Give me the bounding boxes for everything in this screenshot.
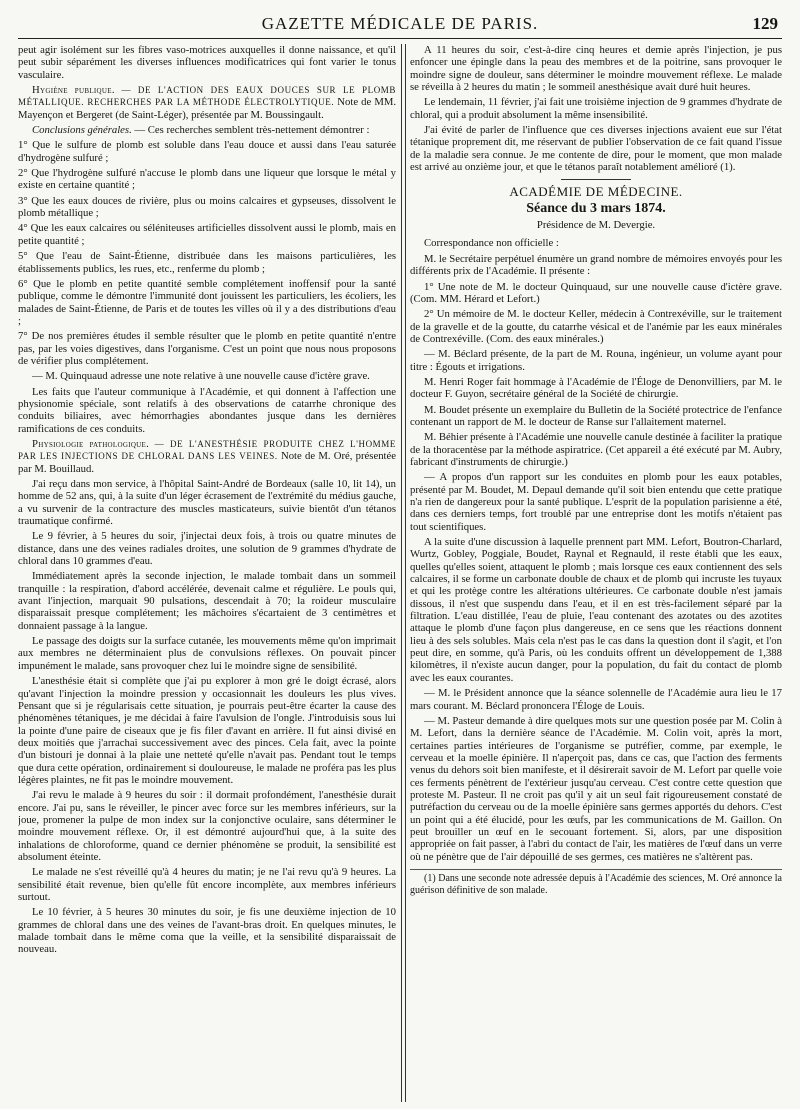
- paragraph: Le malade ne s'est réveillé qu'à 4 heures du matin; je ne l'ai revu qu'à 9 heures. La sensibilité était revenue, bien qu'elle fût encore incomplète, aux membres inférieurs surtout.: [18, 866, 396, 903]
- paragraph: — M. le Président annonce que la séance solennelle de l'Académie aura lieu le 17 mars courant. M. Béclard prononcera l'Éloge de Louis.: [410, 687, 782, 712]
- paragraph: Le 10 février, à 5 heures 30 minutes du soir, je fis une deuxième injection de 10 grammes de chloral dans une des veines de l'avant-bras droit. En quelques minutes, le malade tombait dans le même coma que la veille, et la sensibilité disparaissait de nouveau.: [18, 906, 396, 956]
- left-column: [18, 44, 396, 1102]
- paragraph: J'ai évité de parler de l'influence que ces diverses injections avaient eue sur l'état tétanique proprement dit, me réservant de publier l'observation de ce fait quand l'issue de la maladie sera connue. Je me contente de dire, pour le moment, que mon malade est arrivé au onzième jour, et que le tétanos paraît notablement amélioré (1).: [410, 124, 782, 174]
- paragraph: Le lendemain, 11 février, j'ai fait une troisième injection de 9 grammes d'hydrate de chloral, qui a produit absolument la même insensibilité.: [410, 96, 782, 121]
- conclusions-label: Conclusions générales.: [32, 124, 132, 137]
- paragraph: M. le Secrétaire perpétuel énumère un grand nombre de mémoires envoyés pour les différents prix de l'Académie. Il présente :: [410, 252, 782, 278]
- paragraph: — M. Quinquaud adresse une note relative à une nouvelle cause d'ictère grave.: [32, 370, 370, 383]
- conclusion-item: 4° Que les eaux calcaires ou séléniteuses artificielles dissolvent aussi le plomb, mais en petite quantité ;: [18, 222, 396, 247]
- article-attribution: Note de M. Oré, présentée par M. Bouillaud.: [18, 450, 396, 475]
- paragraph: J'ai reçu dans mon service, à l'hôpital Saint-André de Bordeaux (salle 10, lit 14), un homme de 52 ans, qui, à la suite d'un léger écrasement de l'extrémité du médius gauche, a vu survenir de la contracture des muscles masticateurs, suivie bientôt d'un tétanos traumatique confirmé.: [18, 478, 396, 528]
- column-divider-inner: [405, 44, 406, 1102]
- page-header: [18, 14, 782, 36]
- section-label: Physiologie pathologique.: [32, 437, 150, 450]
- conclusion-item: 6° Que le plomb en petite quantité semble complétement inoffensif pour la santé publique, comme le démontre l'immunité dont jouissent les particuliers, les écoliers, les malades de Saint-Étienne, de Paris et de toutes les villes où il y a des distributions d'eau ;: [18, 277, 396, 327]
- article-title: — DE L'ANESTHÉSIE PRODUITE CHEZ L'HOMME PAR LES INJECTIONS DE CHLORAL DANS LES VEINES.: [18, 438, 396, 462]
- paragraph: Le 9 février, à 5 heures du soir, j'injectai deux fois, à trois ou quatre minutes de distance, dans une des veines radiales droites, une solution de 9 grammes d'hydrate de chloral dans 10 grammes d'eau.: [18, 530, 396, 568]
- paragraph: J'ai revu le malade à 9 heures du soir : il dormait profondément, l'anesthésie durait encore. J'ai pu, sans le réveiller, le pincer avec force sur les membres inférieurs, sur la joue, promener la pulpe de mon index sur la conjonctive oculaire, sans déterminer le moindre mouvement réflexe. Or, il est démontré aujourd'hui que, à la suite des inhalations de chloroforme, quand ce dernier phénomène se produit, la sensibilité est absolument éteinte.: [18, 789, 396, 863]
- paragraph: — A propos d'un rapport sur les conduites en plomb pour les eaux potables, présenté par M. Boudet, M. Depaul demande qu'il soit bien entendu que cette pratique n'a rien de dangereux pour la santé publique. L'esprit de la population parisienne a été, dans ces derniers temps, fort troublé par une entreprise dont les motifs n'étaient pas tout scientifiques.: [410, 471, 782, 533]
- physiology-article-heading: [18, 438, 396, 475]
- conclusion-item: 1° Que le sulfure de plomb est soluble dans l'eau douce et aussi dans l'eau saturée d'hydrogène sulfuré ;: [18, 139, 396, 164]
- presidency-line: Présidence de M. Devergie.: [536, 219, 656, 232]
- paragraph: — M. Béclard présente, de la part de M. Rouna, ingénieur, un volume ayant pour titre : Égouts et irrigations.: [410, 348, 782, 373]
- paragraph: 2° Un mémoire de M. le docteur Keller, médecin à Contrexéville, sur le traitement de la gravelle et de la goutte, du catarrhe vésical et de l'anémie par les eaux minérales de Contrexéville. (Com. des eaux minérales.): [410, 308, 782, 345]
- column-divider: [401, 44, 402, 1102]
- paragraph: Correspondance non officielle :: [424, 237, 559, 250]
- paragraph: L'anesthésie était si complète que j'ai pu explorer à mon gré le doigt écrasé, alors qu'avant l'injection la moindre pression y occasionnait les douleurs les plus vives. Pensant que si je régularisais cette situation, je pourrais peut-être écarter la cause des phénomènes tétaniques, je me décidai à faire l'avulsion de l'ongle. J'introduisis sous lui la pointe d'une paire de ciseaux que je fis filer d'avant en arrière. Il fut ainsi divisé en deux moitiés que j'arrachai successivement avec des pinces. Cela fait, avec la pointe d'un bistouri je donnai à la plaie une netteté qu'elle n'avait pas. Pendant tout le temps que dura cette opération, ordinairement si douloureuse, le malade ne proféra pas les plus légères plaintes, ne fit pas le moindre mouvement.: [18, 675, 396, 786]
- conclusion-item: 7° De nos premières études il semble résulter que le plomb en petite quantité n'entre pas, par les voies digestives, dans l'organisme. C'est un point que nous nous proposons de vérifier plus complétement.: [18, 330, 396, 367]
- footnote: (1) Dans une seconde note adressée depuis à l'Académie des sciences, M. Oré annonce la guérison définitive de son malade.: [410, 869, 782, 898]
- paragraph: M. Henri Roger fait hommage à l'Académie de l'Éloge de Denonvilliers, par M. le docteur F. Guyon, secrétaire général de la Société de chirurgie.: [410, 375, 782, 401]
- paragraph: M. Béhier présente à l'Académie une nouvelle canule destinée à faciliter la pratique de la thoracentèse par la méthode aspiratrice. (Cet appareil a été exécuté par M. Aubry, fabricant d'instruments de chirurgie.): [410, 431, 782, 468]
- conclusions-text: — Ces recherches semblent très-nettement démontrer :: [134, 124, 370, 137]
- paragraph: peut agir isolément sur les fibres vaso-motrices auxquelles il donne naissance, et qu'il peut subir séparément les diverses influences modificatrices qui font varier le tonus vasculaire.: [18, 44, 396, 81]
- paragraph: Immédiatement après la seconde injection, le malade tombait dans un sommeil tranquille : la respiration, d'abord accélérée, devenait calme et régulière. Le pouls qui, avant l'injection, marquait 90 pulsations, descendait à 70; la roideur musculaire disparaissait presque complétement; les mâchoires s'écartaient de 3 centimètres et donnaient passage à la langue.: [18, 570, 396, 632]
- header-rule: [18, 38, 782, 39]
- conclusion-item: 3° Que les eaux douces de rivière, plus ou moins calcaires et gypseuses, dissolvent le plomb métallique ;: [18, 194, 396, 220]
- paragraph: — M. Pasteur demande à dire quelques mots sur une question posée par M. Colin à M. Lefort, dans la dernière séance de l'Académie. M. Colin voit, après la mort, certaines parties intérieures de l'organisme se putréfier, comme, par exemple, le cerveau et la moelle épinière. Il n'aperçoit pas, dans ce cas, que l'action des ferments venus du dehors soit bien manifeste, et il désirerait savoir de M. Lefort par quelle voie ces ferments pénètrent de l'extérieur jusqu'au cerveau. C'est contre cette question que proteste M. Pasteur. Il ne croit pas qu'il y ait un seul fait rigoureusement constaté de putréfaction du cerveau ou de la moelle épinière sans germes apportés du dehors. C'est un point qui a été élucidé, pour les œufs, par les communications de M. Gaillon. On peut brouiller un œuf en le secouant fortement. Si, alors, par une disposition appropriée on fait passer, à l'abri du contact de l'air, les matières de l'œuf dans un verre où ne pénètre que de l'air dépouillé de ses germes, ces matières ne s'altèrent pas.: [410, 714, 782, 863]
- article-attribution: Note de MM. Mayençon et Bergeret (de Saint-Léger), présentée par M. Boussingault.: [18, 96, 396, 121]
- right-column: [410, 44, 782, 1102]
- hygiene-article-heading: [18, 84, 396, 121]
- paragraph: A la suite d'une discussion à laquelle prennent part MM. Lefort, Boutron-Charlard, Wurtz, Gobley, Poggiale, Boudet, Raynal et Regnauld, il reste établi que les eaux, quelles qu'elles soient, attaquent le plomb ; mais lorsque ces eaux contiennent des sels calcaires, il se forme un carbonate double de chaux et de plomb qui incruste les tuyaux et qui les protège contre les altérations ultérieures. Ce carbonate double n'est jamais dissous, il n'est que suspendu dans l'eau, et il en est très-facilement séparé par la filtration. L'eau distillée, l'eau de pluie, l'eau contenant des azotates ou des azotites attaque le plomb d'une façon plus dangereuse, en ce sens que les réactions donnent lieu à des sels solubles. Mais cela n'est pas le cas dans la question dont il s'agit, et l'on peut dire, en somme, qu'à Paris, où les conduits offrent un développement de 1,388 kilomètres, il n'existe aucun danger, pour la population, du fait du contact de plomb avec les eaux courantes.: [410, 536, 782, 684]
- paragraph: Le passage des doigts sur la surface cutanée, les mouvements même qu'on imprimait aux membres ne déterminaient plus de convulsions réflexes. On pouvait pincer impunément le malade, sans provoquer chez lui le moindre signe de sensibilité.: [18, 635, 396, 672]
- session-heading: Séance du 3 mars 1874.: [526, 200, 666, 216]
- page-number: 129: [752, 14, 778, 33]
- article-title: — DE L'ACTION DES EAUX DOUCES SUR LE PLOMB MÉTALLIQUE. RECHERCHES PAR LA MÉTHODE ÉLECTROLYTIQUE.: [18, 85, 396, 108]
- paragraph: 1° Une note de M. le docteur Quinquaud, sur une nouvelle cause d'ictère grave. (Com. MM. Hérard et Lefort.): [410, 280, 782, 305]
- conclusion-item: 2° Que l'hydrogène sulfuré n'accuse le plomb dans une liqueur que lorsque le métal y existe en certaine quantité ;: [18, 167, 396, 192]
- section-label: Hygiène publique.: [32, 84, 115, 97]
- conclusion-item: 5° Que l'eau de Saint-Étienne, distribuée dans les maisons particulières, les établissements publics, les rues, etc., renferme du plomb ;: [18, 250, 396, 275]
- conclusions-intro: [18, 124, 396, 136]
- paragraph: A 11 heures du soir, c'est-à-dire cinq heures et demie après l'injection, je pus enfoncer une épingle dans la peau des membres et de la poitrine, sans provoquer le moindre signe de douleur, sans déterminer le moindre mouvement réflexe. Le malade se réveilla à 2 heures du matin ; le sommeil anesthésique avait duré huit heures.: [410, 44, 782, 94]
- journal-title: GAZETTE MÉDICALE DE PARIS.: [261, 14, 539, 33]
- section-rule: [561, 179, 631, 180]
- academy-heading: ACADÉMIE DE MÉDECINE.: [509, 184, 683, 200]
- paragraph: Les faits que l'auteur communique à l'Académie, et qui donnent à l'affection une physionomie spéciale, sont relatifs à des observations de catarrhe chronique des conduits biliaires, avec hémorrhagies abondantes jusque dans les dernières ramifications de ces conduits.: [18, 385, 396, 435]
- paragraph: M. Boudet présente un exemplaire du Bulletin de la Société protectrice de l'enfance contenant un rapport de M. le docteur de Ranse sur l'allaitement maternel.: [410, 403, 782, 428]
